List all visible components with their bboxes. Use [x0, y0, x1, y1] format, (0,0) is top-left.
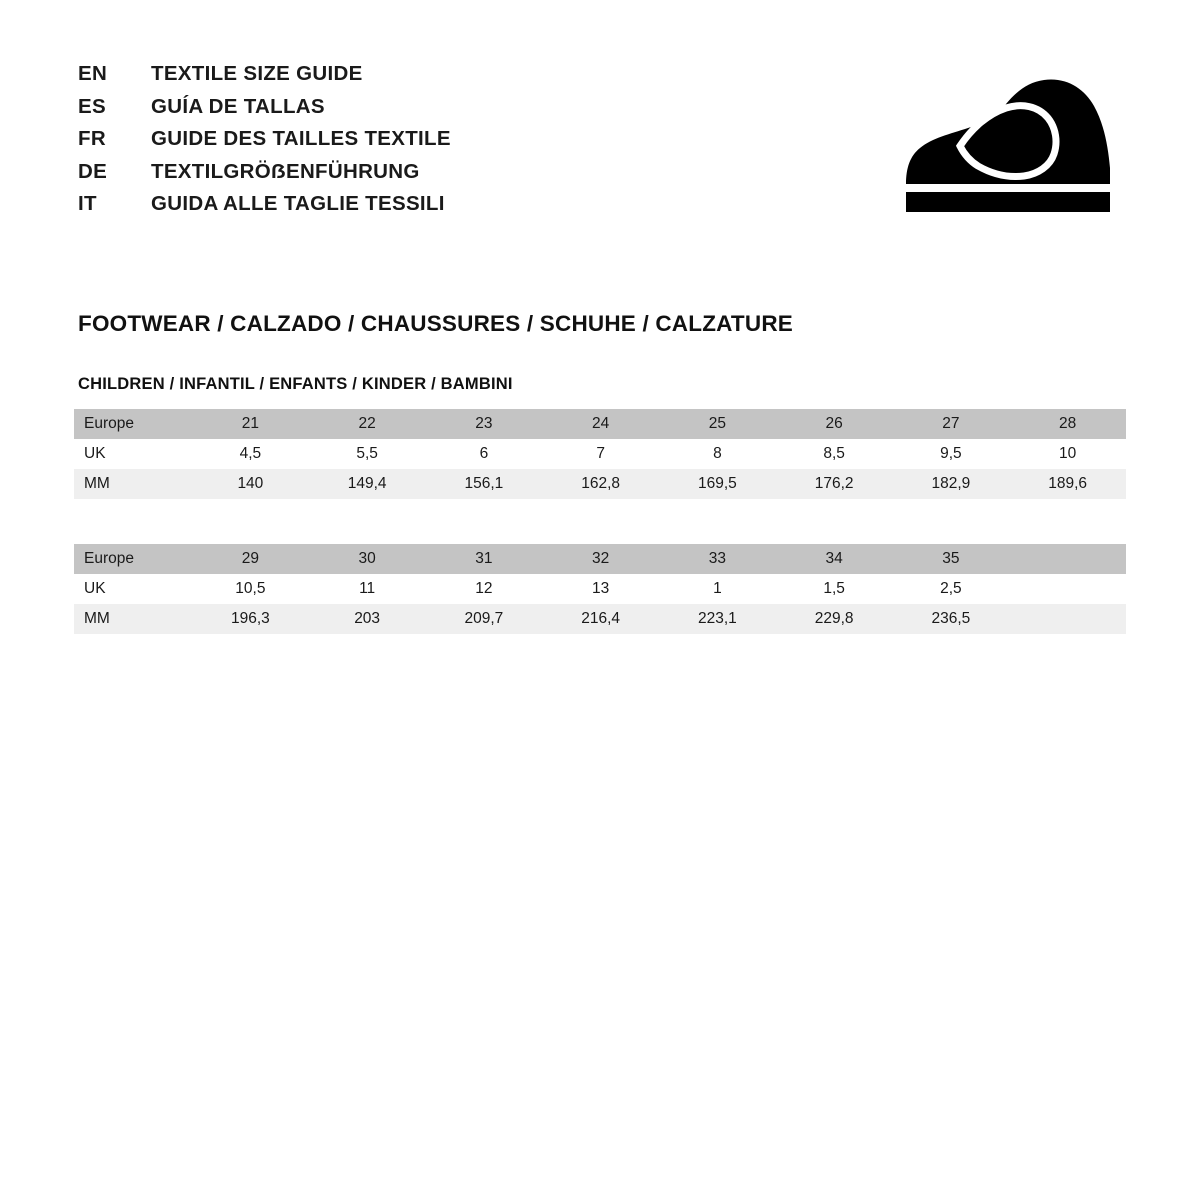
- cell: 10: [1009, 439, 1126, 469]
- language-row: [78, 95, 451, 128]
- cell: 32: [542, 544, 659, 574]
- row-label: UK: [74, 574, 192, 604]
- language-title: TEXTILE SIZE GUIDE: [151, 62, 363, 85]
- cell: 35: [893, 544, 1010, 574]
- cell: 223,1: [659, 604, 776, 634]
- language-code: IT: [78, 192, 97, 215]
- cell: 6: [426, 439, 543, 469]
- cell: 33: [659, 544, 776, 574]
- cell: 5,5: [309, 439, 426, 469]
- size-table-children-2: [74, 544, 1126, 634]
- group-title: CHILDREN / INFANTIL / ENFANTS / KINDER / BAMBINI: [78, 375, 513, 393]
- cell-empty: [1009, 604, 1126, 634]
- language-code: ES: [78, 94, 106, 118]
- cell: 203: [309, 604, 426, 634]
- header: [78, 62, 1128, 242]
- cell: 149,4: [309, 469, 426, 499]
- cell: 27: [893, 409, 1010, 439]
- language-row: [78, 127, 451, 160]
- cell: 30: [309, 544, 426, 574]
- cell: 29: [192, 544, 309, 574]
- table-row: [74, 604, 1126, 634]
- cell: 182,9: [893, 469, 1010, 499]
- cell: 25: [659, 409, 776, 439]
- cell: 169,5: [659, 469, 776, 499]
- cell: 2,5: [893, 574, 1010, 604]
- row-label: Europe: [74, 544, 192, 574]
- language-title: GUIDA ALLE TAGLIE TESSILI: [151, 192, 445, 215]
- cell: 21: [192, 409, 309, 439]
- cell: 1: [659, 574, 776, 604]
- cell: 229,8: [776, 604, 893, 634]
- cell: 13: [542, 574, 659, 604]
- cell: 176,2: [776, 469, 893, 499]
- row-label: MM: [74, 469, 192, 499]
- cell: 31: [426, 544, 543, 574]
- table-row: [74, 469, 1126, 499]
- table-row: [74, 439, 1126, 469]
- cell: 9,5: [893, 439, 1010, 469]
- cell: 22: [309, 409, 426, 439]
- cell: 209,7: [426, 604, 543, 634]
- section-title: FOOTWEAR / CALZADO / CHAUSSURES / SCHUHE / CALZATURE: [78, 311, 793, 336]
- cell: 28: [1009, 409, 1126, 439]
- language-title-list: [78, 62, 451, 225]
- cell: 236,5: [893, 604, 1010, 634]
- cell: 140: [192, 469, 309, 499]
- language-title: TEXTILGRÖẞENFÜHRUNG: [151, 159, 420, 183]
- cell: 162,8: [542, 469, 659, 499]
- row-label: UK: [74, 439, 192, 469]
- cell: 10,5: [192, 574, 309, 604]
- cell: 216,4: [542, 604, 659, 634]
- language-title: GUIDE DES TAILLES TEXTILE: [151, 127, 451, 150]
- cell-empty: [1009, 544, 1126, 574]
- language-row: [78, 62, 451, 95]
- table-row: [74, 574, 1126, 604]
- language-row: [78, 160, 451, 193]
- cell: 11: [309, 574, 426, 604]
- cell: 26: [776, 409, 893, 439]
- cell: 24: [542, 409, 659, 439]
- language-row: [78, 192, 451, 225]
- table-row: [74, 544, 1126, 574]
- shoe-icon: [898, 72, 1128, 222]
- cell-empty: [1009, 574, 1126, 604]
- size-table-children-1: [74, 409, 1126, 499]
- cell: 156,1: [426, 469, 543, 499]
- cell: 7: [542, 439, 659, 469]
- cell: 12: [426, 574, 543, 604]
- language-title: GUÍA DE TALLAS: [151, 94, 325, 118]
- cell: 4,5: [192, 439, 309, 469]
- language-code: DE: [78, 159, 108, 183]
- cell: 34: [776, 544, 893, 574]
- cell: 1,5: [776, 574, 893, 604]
- cell: 196,3: [192, 604, 309, 634]
- cell: 8,5: [776, 439, 893, 469]
- cell: 8: [659, 439, 776, 469]
- row-label: MM: [74, 604, 192, 634]
- language-code: FR: [78, 127, 106, 150]
- row-label: Europe: [74, 409, 192, 439]
- table-row: [74, 409, 1126, 439]
- language-code: EN: [78, 62, 108, 85]
- cell: 189,6: [1009, 469, 1126, 499]
- cell: 23: [426, 409, 543, 439]
